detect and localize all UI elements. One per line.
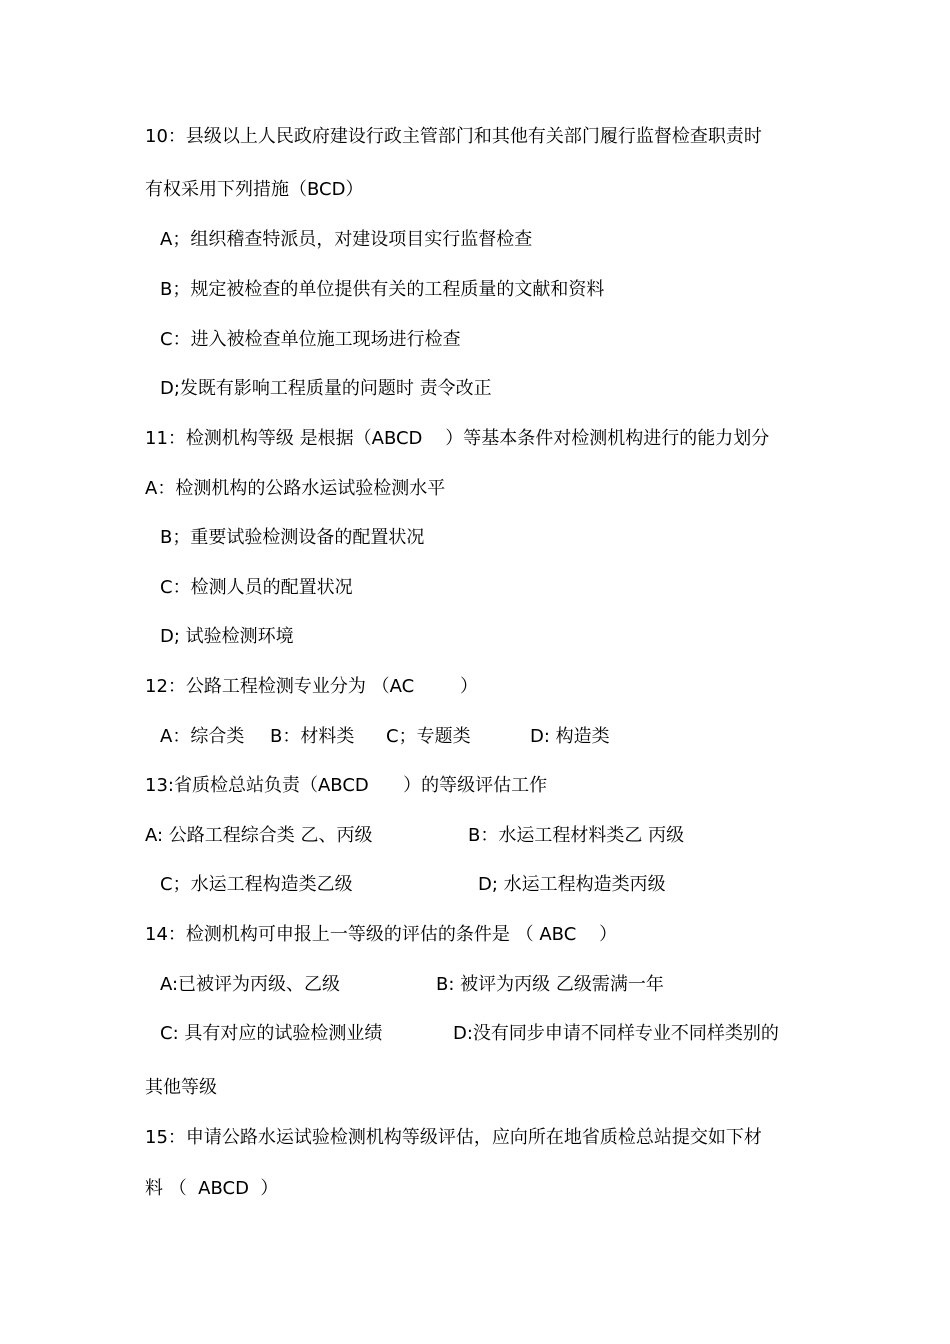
question-12-stem: 12：公路工程检测专业分为 （AC ） <box>145 676 478 697</box>
question-10-stem-line-2: 有权采用下列措施（BCD） <box>145 179 364 200</box>
question-14-option-b: B: 被评为丙级 乙级需满一年 <box>436 974 664 995</box>
question-14-stem: 14：检测机构可申报上一等级的评估的条件是 （ ABC ） <box>145 924 618 945</box>
question-12-option-d: D: 构造类 <box>530 726 610 747</box>
question-10-option-d: D;发既有影响工程质量的问题时 责令改正 <box>160 378 492 399</box>
question-13-option-c: C；水运工程构造类乙级 <box>160 874 353 895</box>
question-14-option-c: C: 具有对应的试验检测业绩 <box>160 1023 383 1044</box>
question-15-stem-line-1: 15：申请公路水运试验检测机构等级评估，应向所在地省质检总站提交如下材 <box>145 1127 762 1148</box>
question-11-option-d: D; 试验检测环境 <box>160 626 294 647</box>
question-14-option-a: A:已被评为丙级、乙级 <box>160 974 341 995</box>
question-12-option-c: C；专题类 <box>386 726 471 747</box>
question-10-option-b: B；规定被检查的单位提供有关的工程质量的文献和资料 <box>160 279 605 300</box>
question-11-option-c: C：检测人员的配置状况 <box>160 577 353 598</box>
question-12-option-a: A：综合类 <box>160 726 245 747</box>
question-10-option-c: C：进入被检查单位施工现场进行检查 <box>160 329 461 350</box>
question-11-stem: 11：检测机构等级 是根据（ABCD ）等基本条件对检测机构进行的能力划分 <box>145 428 770 449</box>
question-11-option-b: B；重要试验检测设备的配置状况 <box>160 527 425 548</box>
question-13-option-b: B：水运工程材料类乙 丙级 <box>468 825 685 846</box>
question-14-option-d-line-2: 其他等级 <box>145 1077 217 1098</box>
question-14-option-d-line-1: D:没有同步申请不同样专业不同样类别的 <box>453 1023 779 1044</box>
question-13-option-d: D; 水运工程构造类丙级 <box>478 874 666 895</box>
question-10-stem-line-1: 10：县级以上人民政府建设行政主管部门和其他有关部门履行监督检查职责时 <box>145 126 762 147</box>
question-15-stem-line-2: 料 （ ABCD ） <box>145 1178 279 1199</box>
question-11-option-a: A：检测机构的公路水运试验检测水平 <box>145 478 446 499</box>
question-13-stem: 13:省质检总站负责（ABCD ）的等级评估工作 <box>145 775 548 796</box>
question-12-option-b: B：材料类 <box>270 726 355 747</box>
question-10-option-a: A；组织稽查特派员，对建设项目实行监督检查 <box>160 229 533 250</box>
question-13-option-a: A: 公路工程综合类 乙、丙级 <box>145 825 373 846</box>
